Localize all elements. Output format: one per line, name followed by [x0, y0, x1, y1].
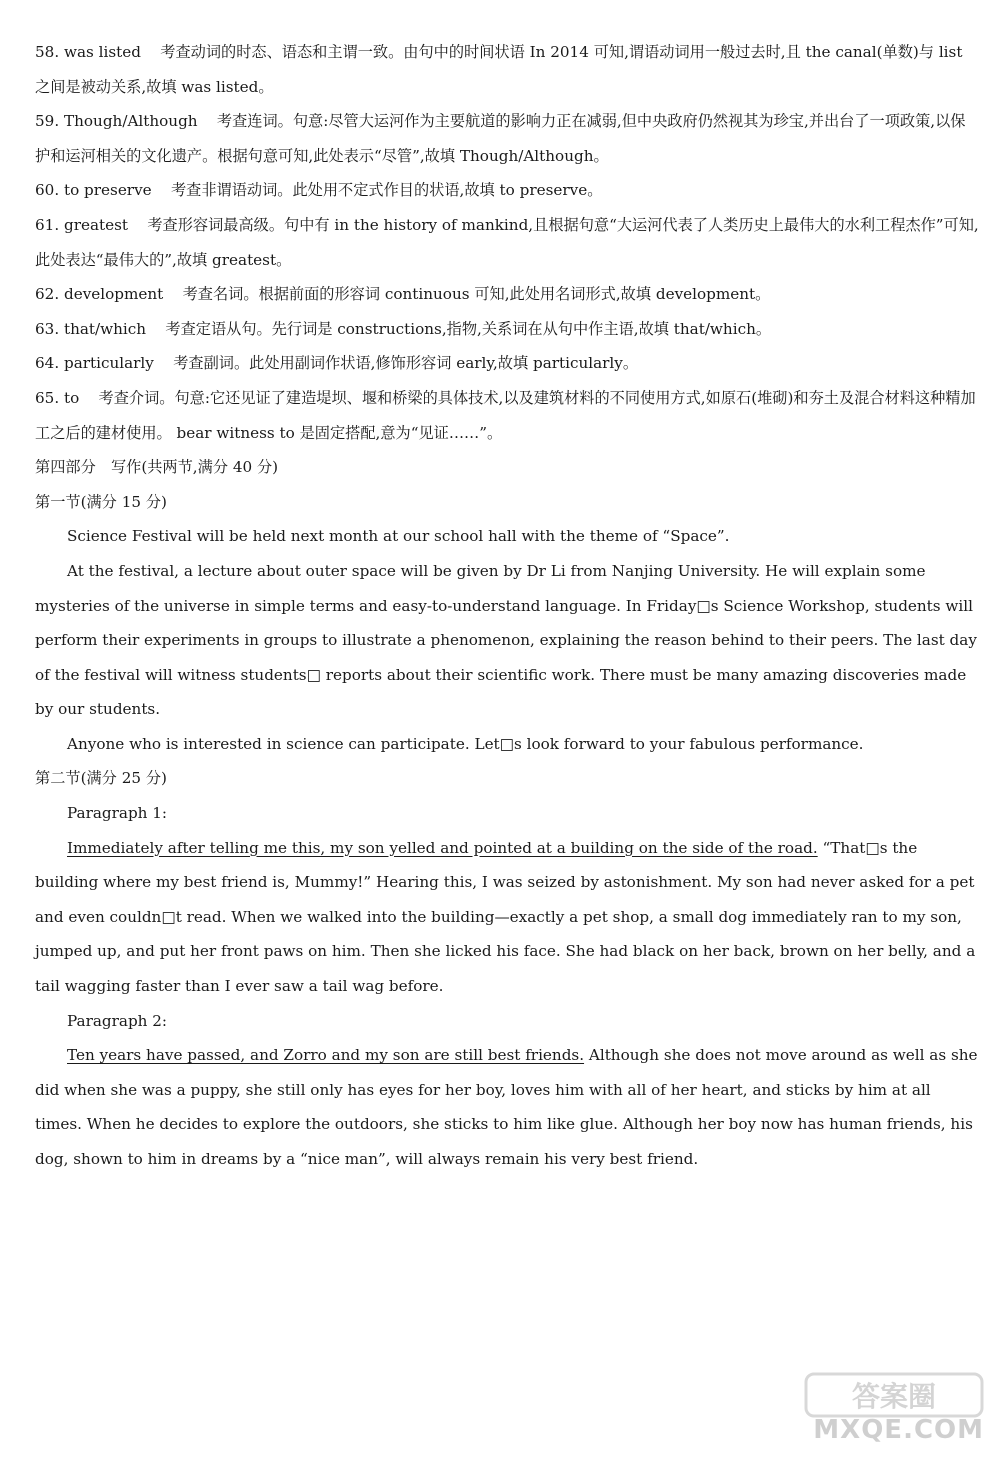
essay2-paragraph-1 [35, 831, 980, 1004]
watermark-logo-icon [804, 1368, 984, 1420]
answer-item-58 [35, 35, 980, 104]
answer-number: 58. was listed [35, 43, 141, 61]
answer-explanation: 考查形容词最高级。句中有 in the history of mankind,且根据句意“大运河代表了人类历史上最伟大的水利工程杰作”可知,此处表达“最伟大的”,故填 greatest。 [35, 215, 979, 269]
answer-number: 59. Though/Although [35, 112, 198, 131]
answer-item-64 [35, 346, 980, 381]
answer-explanation: 考查名词。根据前面的形容词 continuous 可知,此处用名词形式,故填 development。 [182, 285, 771, 304]
answer-item-65 [35, 381, 980, 450]
answer-content [35, 35, 980, 1177]
answer-explanation: 考查介词。句意:它还见证了建造堤坝、堰和桥梁的具体技术,以及建筑材料的不同使用方式,如原石(堆砌)和夯土及混合材料这种精加工之后的建材使用。 bear witness to 是固定搭配,意为“见证……”。 [35, 388, 976, 442]
essay1-paragraph: Anyone who is interested in science can participate. Let□s look forward to your fabulous performance. [67, 734, 864, 753]
watermark-logo-text: 答案圈 [851, 1380, 937, 1413]
given-opening-sentence: Ten years have passed, and Zorro and my son are still best friends. [67, 1046, 585, 1065]
essay1-paragraph: Science Festival will be held next month at our school hall with the theme of “Space”. [67, 527, 730, 546]
continuation-text: Although she does not move around as well as she did when she was a puppy, she still only has eyes for her boy, loves him with all of her heart, and sticks by him at all times. When he decides to explore the outdoors, she sticks to him like glue. Although her boy now has human friends, his dog, shown to him in dreams by a “nice man”, will always remain his very best friend. [35, 1046, 978, 1168]
section2-heading: 第二节(满分 25 分) [35, 769, 167, 788]
essay1-paragraph: At the festival, a lecture about outer space will be given by Dr Li from Nanjing University. He will explain some mysteries of the universe in simple terms and easy-to-understand language. In Friday□s Science Workshop, students will perform their experiments in groups to illustrate a phenomenon, explaining the reason behind to their peers. The last day of the festival will witness students□ reports about their scientific work. There must be many amazing discoveries made by our students. [35, 561, 977, 719]
watermark-logo [804, 1368, 984, 1444]
continuation-text: “That□s the building where my best friend is, Mummy!” Hearing this, I was seized by astonishment. My son had never asked for a pet and even couldn□t read. When we walked into the building—exactly a pet shop, a small dog immediately ran to my son, jumped up, and put her front paws on him. Then she licked his face. She had black on her back, brown on her belly, and a tail wagging faster than I ever saw a tail wag before. [35, 838, 976, 996]
answer-number: 63. that/which [35, 319, 147, 338]
answer-explanation: 考查非谓语动词。此处用不定式作目的状语,故填 to preserve。 [170, 181, 603, 200]
answer-item-63 [35, 312, 980, 347]
section1-heading: 第一节(满分 15 分) [35, 492, 167, 511]
essay2-paragraph-2 [35, 1038, 980, 1176]
answer-number: 65. to [35, 388, 80, 407]
watermark-url: MXQE.COM [813, 1415, 984, 1445]
answer-explanation: 考查动词的时态、语态和主谓一致。由句中的时间状语 In 2014 可知,谓语动词用一般过去时,且 the canal(单数)与 list 之间是被动关系,故填 was listed。 [35, 43, 963, 96]
given-opening-sentence: Immediately after telling me this, my son yelled and pointed at a building on the side of the road. [67, 838, 818, 857]
answer-number: 61. greatest [35, 215, 128, 234]
answer-explanation: 考查定语从句。先行词是 constructions,指物,关系词在从句中作主语,故填 that/which。 [165, 319, 772, 338]
answer-explanation: 考查副词。此处用副词作状语,修饰形容词 early,故填 particularly。 [173, 354, 639, 373]
answer-item-59 [35, 104, 980, 173]
answer-item-60 [35, 173, 980, 208]
part4-heading: 第四部分 写作(共两节,满分 40 分) [35, 458, 279, 477]
answer-item-62 [35, 277, 980, 312]
answer-number: 60. to preserve [35, 181, 152, 200]
answer-explanation: 考查连词。句意:尽管大运河作为主要航道的影响力正在减弱,但中央政府仍然视其为珍宝,并出台了一项政策,以保护和运河相关的文化遗产。根据句意可知,此处表示“尽管”,故填 Though/Although。 [35, 112, 966, 165]
answer-number: 62. development [35, 285, 164, 304]
paragraph2-label: Paragraph 2: [67, 1011, 168, 1030]
answer-number: 64. particularly [35, 354, 154, 373]
paragraph1-label: Paragraph 1: [67, 804, 168, 823]
answer-item-61 [35, 208, 980, 277]
